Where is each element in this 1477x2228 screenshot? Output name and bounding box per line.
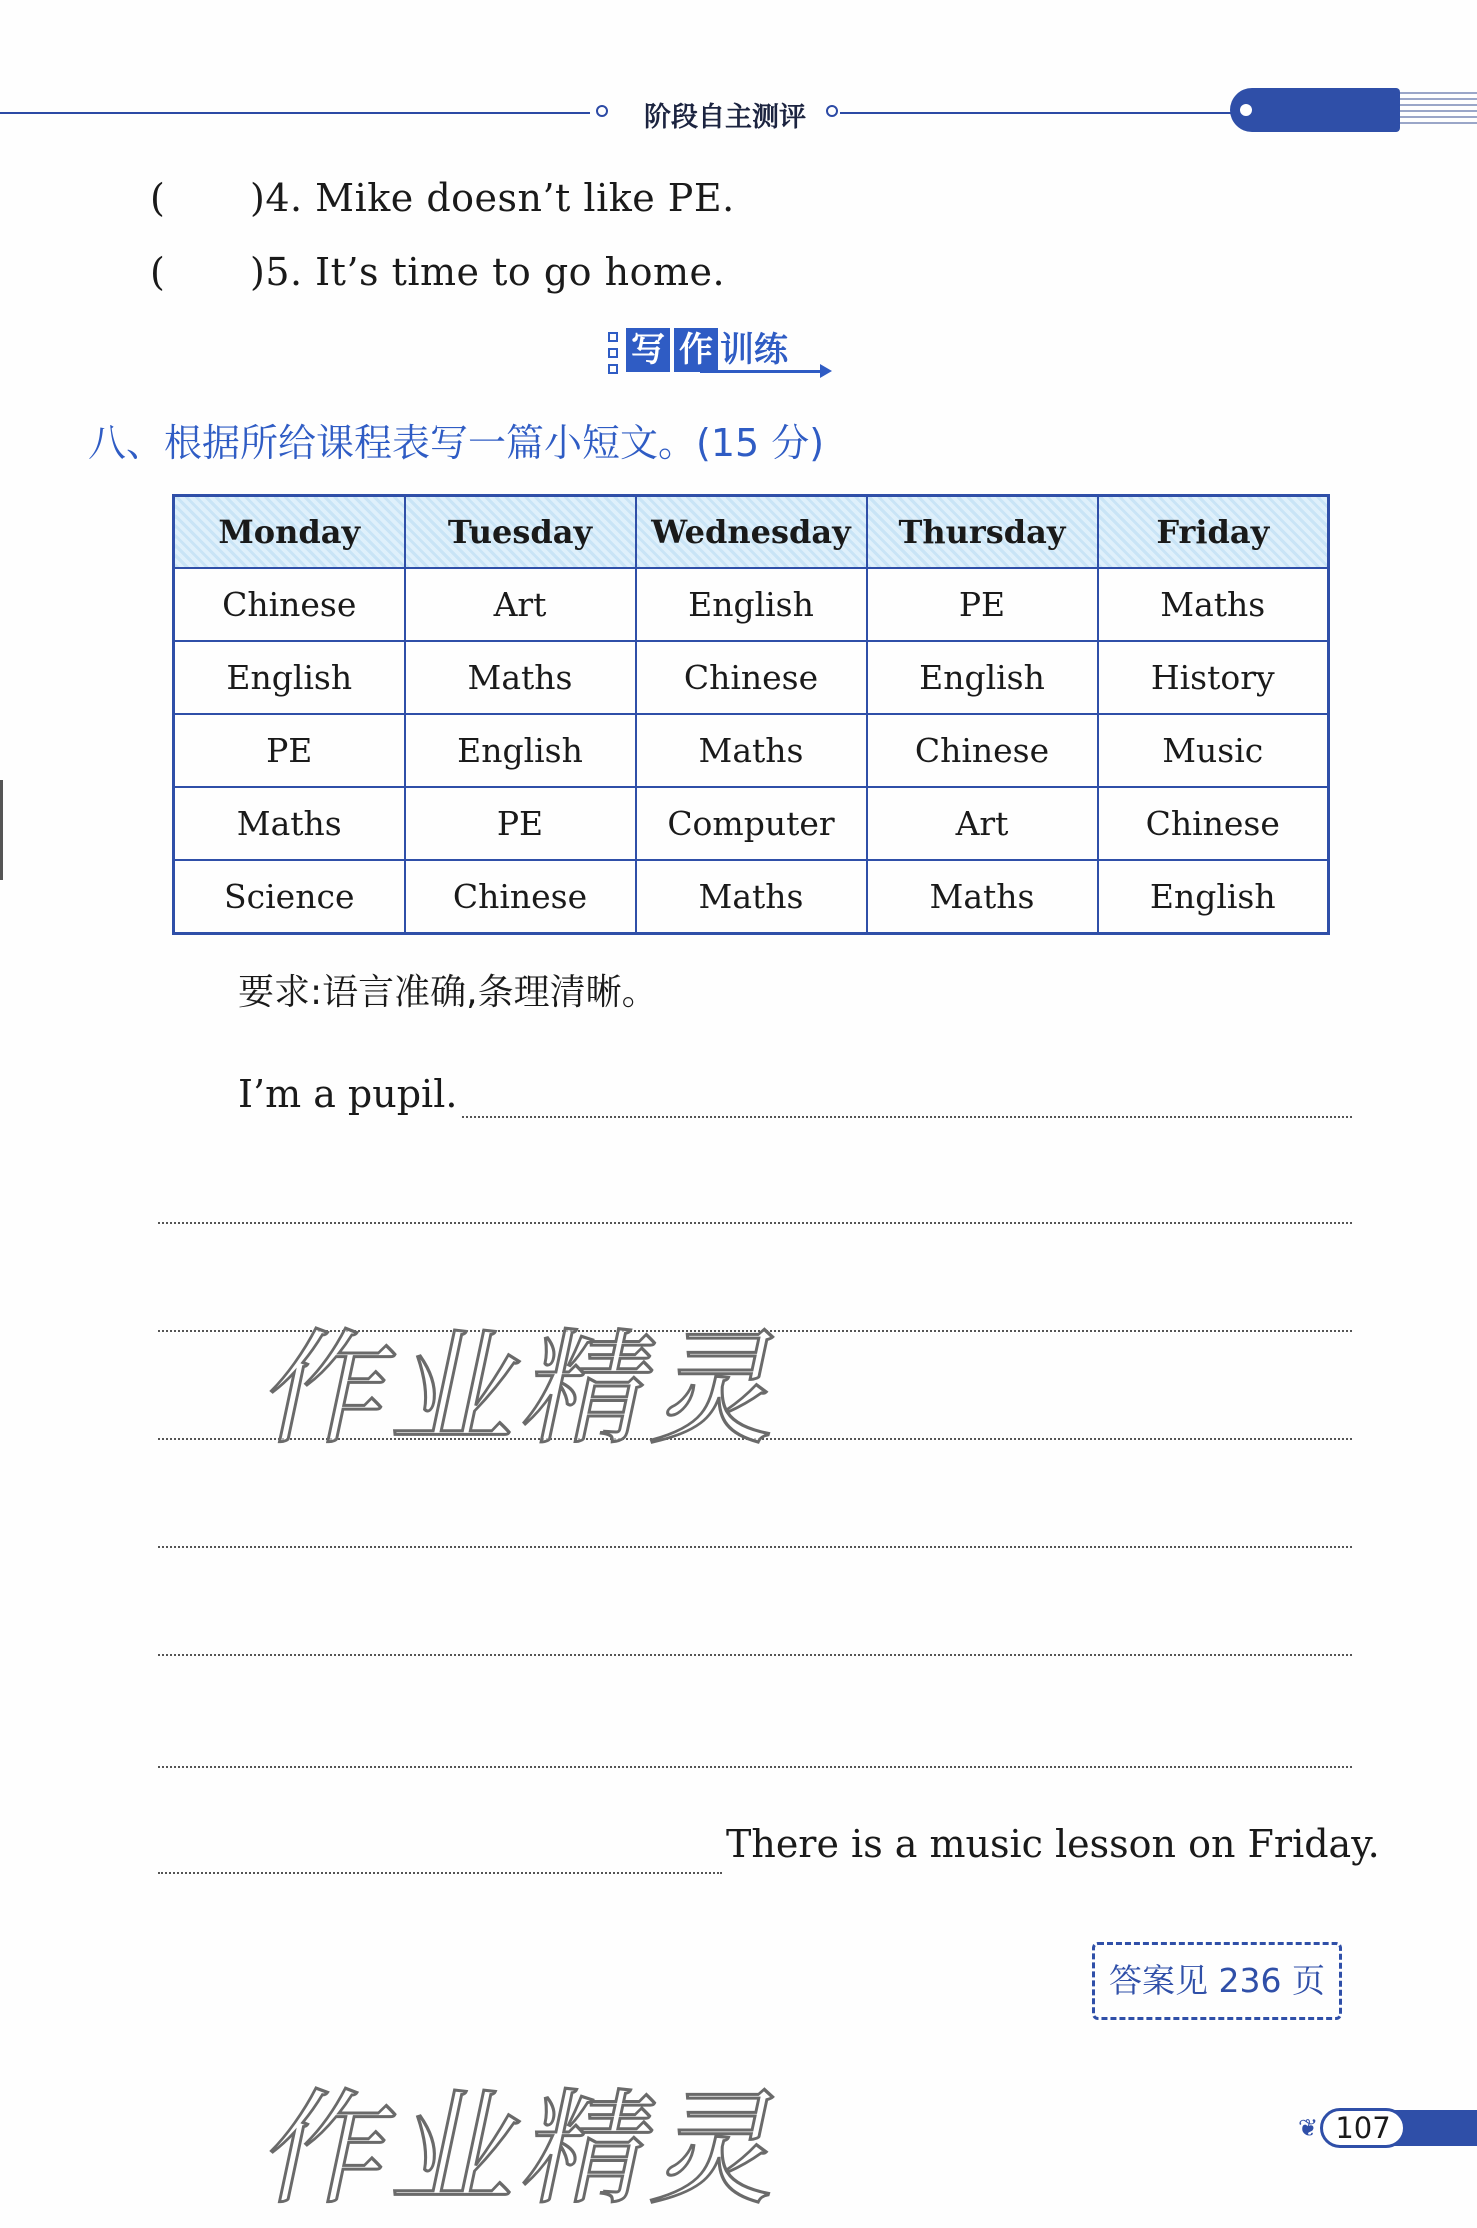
day-header: Wednesday	[636, 496, 867, 569]
writing-line[interactable]	[158, 1872, 722, 1874]
badge-char-1: 写	[626, 328, 670, 372]
subject-cell: Art	[405, 568, 636, 641]
header-tab	[1230, 88, 1400, 132]
subject-cell: Music	[1098, 714, 1329, 787]
header-stripes	[1400, 92, 1477, 128]
question-5-text: )5. It’s time to go home.	[250, 250, 726, 294]
writing-line[interactable]	[158, 1654, 1352, 1656]
answer-reference: 答案见 236 页	[1092, 1942, 1342, 2020]
subject-cell: Maths	[867, 860, 1098, 934]
subject-cell: Chinese	[867, 714, 1098, 787]
subject-cell: Maths	[636, 714, 867, 787]
watermark: 作业精灵	[252, 1318, 803, 1462]
header-title: 阶段自主测评	[644, 102, 806, 133]
writing-training-badge	[608, 322, 838, 382]
page-number: 107	[1320, 2108, 1406, 2148]
header-rule-right	[840, 112, 1240, 114]
subject-cell: English	[636, 568, 867, 641]
subject-cell: Chinese	[174, 568, 405, 641]
subject-cell: English	[867, 641, 1098, 714]
binding-mark	[0, 780, 3, 880]
watermark: 作业精灵	[252, 2078, 803, 2222]
question-5	[150, 250, 725, 294]
day-header: Monday	[174, 496, 405, 569]
writing-line[interactable]	[158, 1546, 1352, 1548]
header-rule-left	[0, 112, 590, 114]
essay-closing-sentence: There is a music lesson on Friday.	[726, 1822, 1380, 1866]
header-dot-left	[596, 105, 608, 117]
table-row	[174, 860, 1329, 934]
subject-cell: English	[1098, 860, 1329, 934]
subject-cell: Chinese	[636, 641, 867, 714]
writing-requirement: 要求:语言准确,条理清晰。	[238, 972, 658, 1013]
answer-blank-5[interactable]: (	[150, 250, 166, 294]
badge-square-icon	[608, 332, 618, 342]
section-title: 八、根据所给课程表写一篇小短文。(15 分)	[88, 421, 825, 465]
subject-cell: Maths	[174, 787, 405, 860]
writing-line[interactable]	[158, 1766, 1352, 1768]
badge-text: 训练	[720, 330, 788, 370]
subject-cell: English	[174, 641, 405, 714]
subject-cell: Maths	[636, 860, 867, 934]
subject-cell: Chinese	[1098, 787, 1329, 860]
table-row	[174, 641, 1329, 714]
badge-square-icon	[608, 364, 618, 374]
subject-cell: Maths	[1098, 568, 1329, 641]
subject-cell: History	[1098, 641, 1329, 714]
question-4-text: )4. Mike doesn’t like PE.	[250, 176, 735, 220]
essay-opening-sentence: I’m a pupil.	[238, 1072, 458, 1116]
header-dot-right	[826, 105, 838, 117]
table-row	[174, 568, 1329, 641]
subject-cell: Science	[174, 860, 405, 934]
subject-cell: PE	[174, 714, 405, 787]
timetable-header-row	[174, 496, 1329, 569]
question-4	[150, 176, 735, 220]
subject-cell: English	[405, 714, 636, 787]
day-header: Friday	[1098, 496, 1329, 569]
badge-square-icon	[608, 348, 618, 358]
table-row	[174, 787, 1329, 860]
subject-cell: Chinese	[405, 860, 636, 934]
badge-arrow-icon	[700, 370, 828, 373]
leaf-icon: ❦	[1298, 2114, 1319, 2142]
day-header: Thursday	[867, 496, 1098, 569]
subject-cell: Maths	[405, 641, 636, 714]
subject-cell: PE	[405, 787, 636, 860]
timetable	[172, 494, 1330, 935]
table-row	[174, 714, 1329, 787]
writing-line[interactable]	[158, 1222, 1352, 1224]
badge-char-2: 作	[674, 328, 718, 372]
day-header: Tuesday	[405, 496, 636, 569]
answer-blank-4[interactable]: (	[150, 176, 166, 220]
subject-cell: Art	[867, 787, 1098, 860]
subject-cell: PE	[867, 568, 1098, 641]
header-tab-dot	[1240, 104, 1252, 116]
subject-cell: Computer	[636, 787, 867, 860]
writing-line[interactable]	[462, 1116, 1352, 1118]
